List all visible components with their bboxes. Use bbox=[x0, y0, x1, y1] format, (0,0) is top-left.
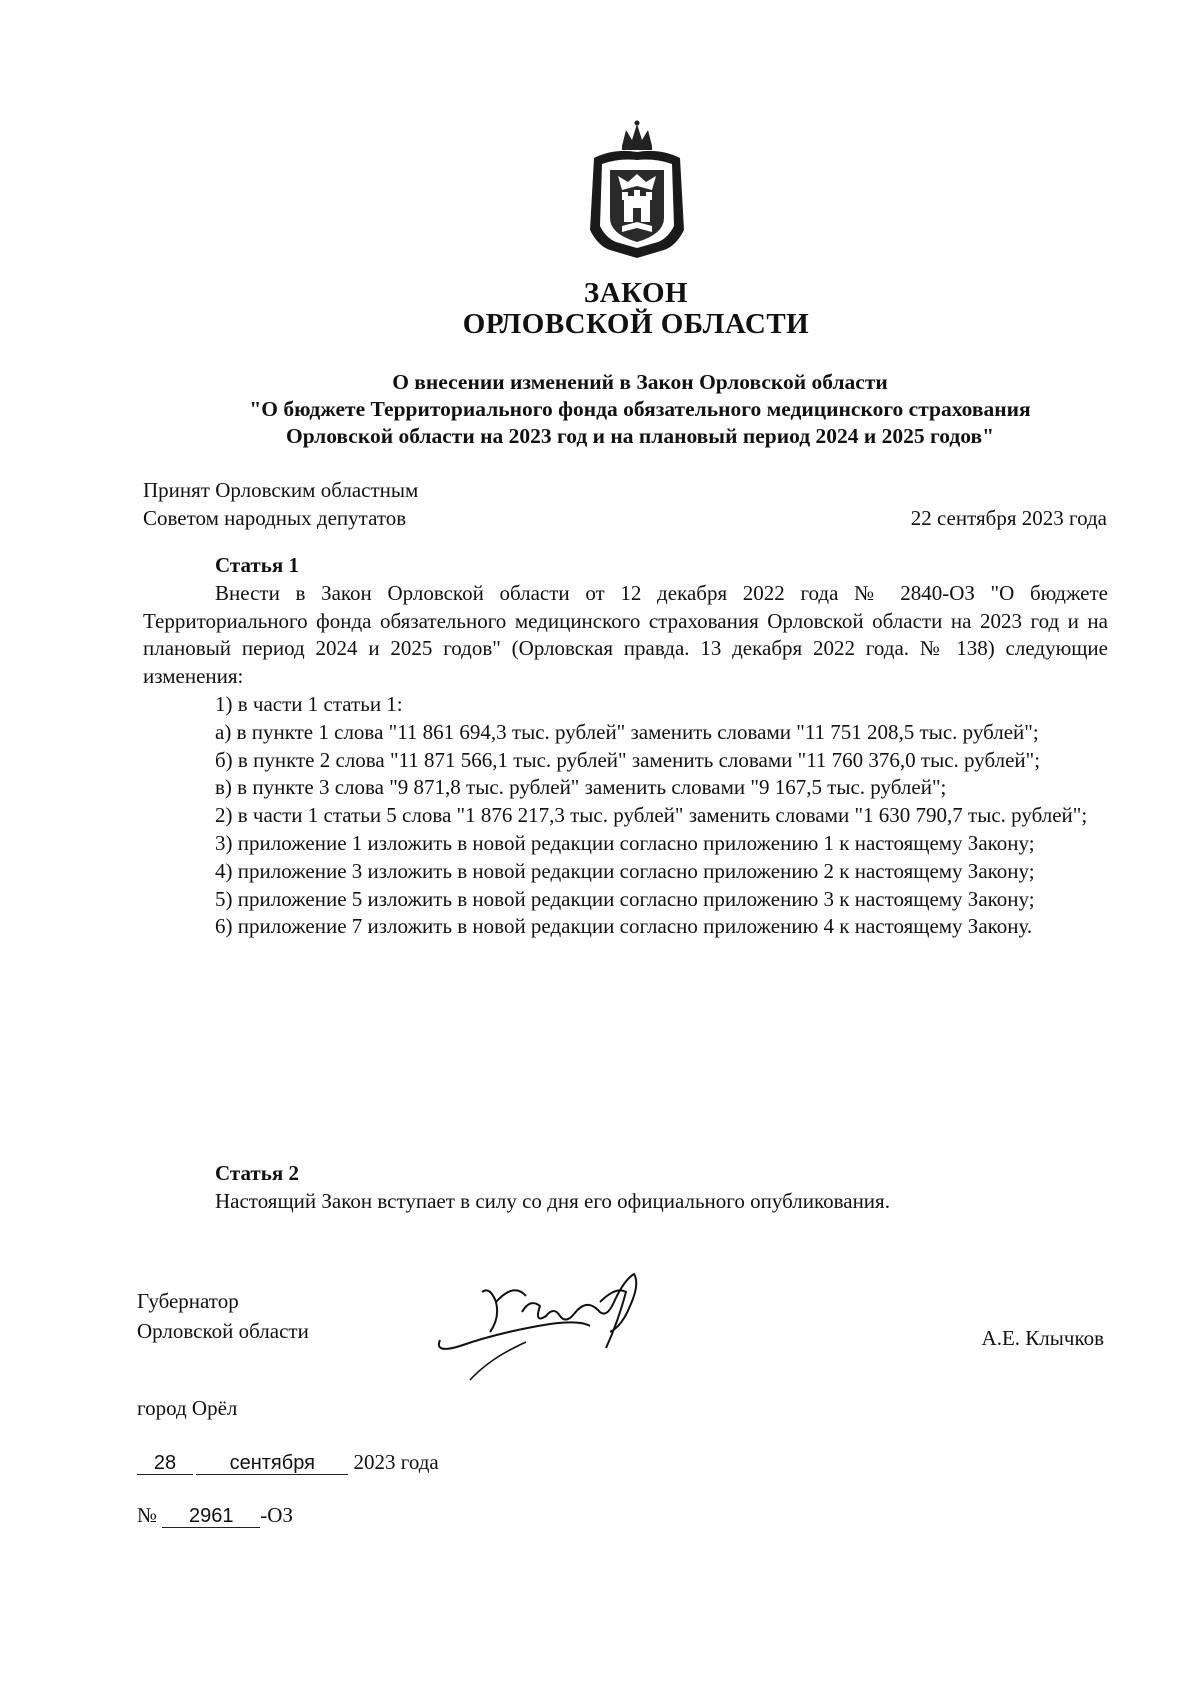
signing-city: город Орёл bbox=[137, 1396, 238, 1420]
adoption-date: 22 сентября 2023 года bbox=[910, 506, 1107, 530]
signatory-title-line: Губернатор bbox=[137, 1289, 239, 1313]
law-number-suffix: -ОЗ bbox=[260, 1503, 293, 1527]
document-title-region: ОРЛОВСКОЙ ОБЛАСТИ bbox=[462, 308, 810, 340]
signing-day: 28 bbox=[137, 1452, 193, 1475]
subtitle-line: Орловской области на 2023 год и на плановый период 2024 и 2025 годов" bbox=[286, 424, 994, 448]
law-number-prefix: № bbox=[137, 1503, 158, 1527]
article-heading: Статья 1 bbox=[215, 553, 299, 577]
signing-year: 2023 года bbox=[353, 1450, 439, 1474]
signatory-title bbox=[137, 1286, 309, 1346]
law-number-value: 2961 bbox=[162, 1505, 260, 1528]
handwritten-signature-icon bbox=[430, 1262, 660, 1382]
article-paragraph: Настоящий Закон вступает в силу со дня его официального опубликования. bbox=[215, 1188, 890, 1213]
adoption-line: Советом народных депутатов bbox=[143, 506, 407, 530]
article-1 bbox=[143, 552, 1108, 941]
article-heading: Статья 2 bbox=[215, 1161, 299, 1185]
article-2 bbox=[143, 1160, 1108, 1216]
law-number bbox=[137, 1503, 293, 1528]
document-title: ЗАКОН bbox=[583, 277, 689, 309]
law-subtitle bbox=[100, 369, 1180, 450]
orel-region-coat-of-arms-icon bbox=[584, 118, 690, 258]
article-item: 3) приложение 1 изложить в новой редакции согласно приложению 1 к настоящему Закону; bbox=[215, 830, 1035, 855]
subtitle-line: "О бюджете Территориального фонда обязательного медицинского страхования bbox=[249, 397, 1031, 421]
subtitle-line: О внесении изменений в Закон Орловской области bbox=[392, 370, 888, 394]
signing-month: сентября bbox=[196, 1452, 348, 1475]
adoption-note bbox=[143, 476, 418, 532]
article-paragraph: Внести в Закон Орловской области от 12 декабря 2022 года № 2840-ОЗ "О бюджете Территориального фонда обязательного медицинского страхования Орловской области на 2023 год и на плановый период 2024 и 2025 годов" (Орловская правда. 13 декабря 2022 года. № 138) следующие изменения: bbox=[143, 580, 1108, 689]
article-item: в) в пункте 3 слова "9 871,8 тыс. рублей" заменить словами "9 167,5 тыс. рублей"; bbox=[215, 775, 947, 800]
article-item: 2) в части 1 статьи 5 слова "1 876 217,3 тыс. рублей" заменить словами "1 630 790,7 тыс. рублей"; bbox=[215, 803, 1088, 828]
article-item: а) в пункте 1 слова "11 861 694,3 тыс. рублей" заменить словами "11 751 208,5 тыс. рублей"; bbox=[215, 719, 1039, 744]
signatory-title-line: Орловской области bbox=[137, 1319, 309, 1343]
article-item: 5) приложение 5 изложить в новой редакции согласно приложению 3 к настоящему Закону; bbox=[215, 886, 1035, 911]
signatory-name: А.Е. Клычков bbox=[981, 1326, 1104, 1350]
article-item: 1) в части 1 статьи 1: bbox=[215, 691, 403, 716]
article-item: 6) приложение 7 изложить в новой редакции согласно приложению 4 к настоящему Закону. bbox=[215, 914, 1033, 939]
article-item: б) в пункте 2 слова "11 871 566,1 тыс. рублей" заменить словами "11 760 376,0 тыс. рублей"; bbox=[215, 747, 1041, 772]
adoption-line: Принят Орловским областным bbox=[143, 478, 419, 502]
article-item: 4) приложение 3 изложить в новой редакции согласно приложению 2 к настоящему Закону; bbox=[215, 858, 1035, 883]
signing-date bbox=[137, 1450, 439, 1475]
